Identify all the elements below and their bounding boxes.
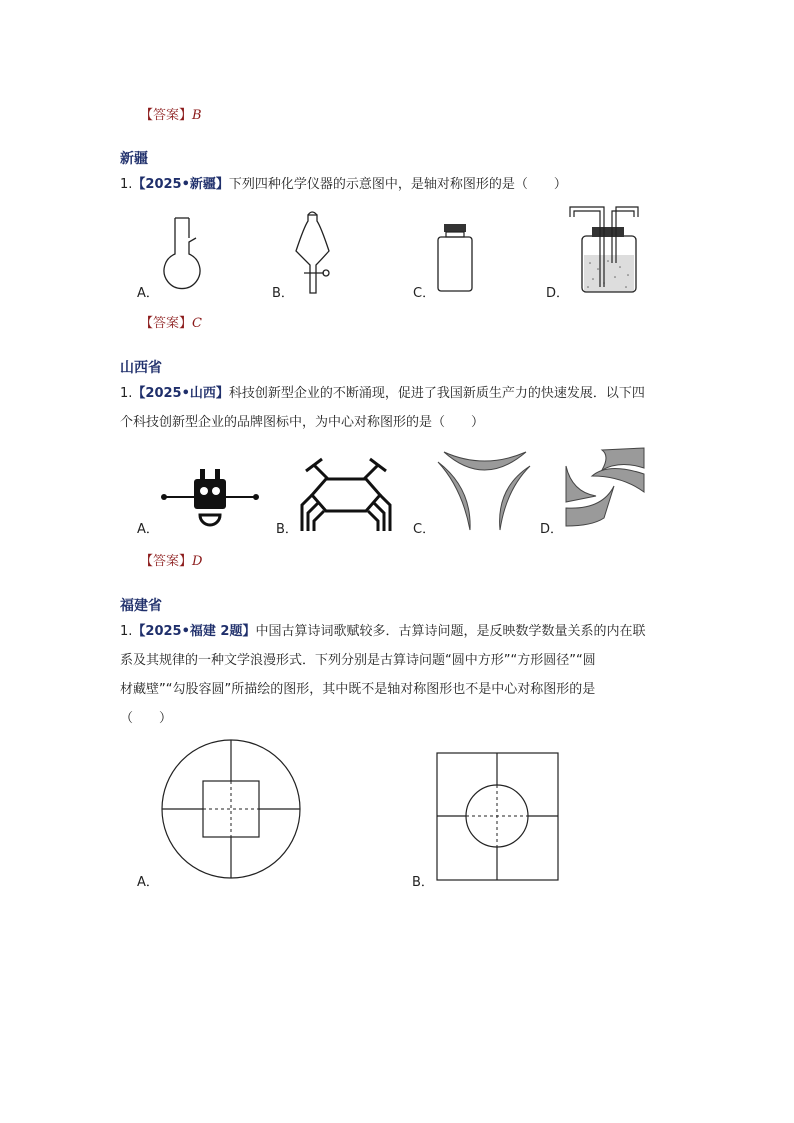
separatory-funnel-icon xyxy=(290,207,340,297)
question-text: 科技创新型企业的不断涌现，促进了我国新质生产力的快速发展．以下四 xyxy=(228,386,645,401)
question-xinjiang xyxy=(120,170,680,199)
robot-logo-icon xyxy=(160,467,260,531)
answer-label: 【答案】 xyxy=(140,108,193,123)
question-line-2: 个科技创新型企业的品牌图标中，为中心对称图形的是（ ） xyxy=(120,415,485,430)
triangle-arcs-logo-icon xyxy=(434,448,534,532)
option-c-label: C． xyxy=(413,286,436,301)
option-b-label: B． xyxy=(412,875,434,890)
question-shanxi xyxy=(120,379,690,437)
section-heading-xinjiang: 新疆 xyxy=(120,151,148,167)
question-number: 1. xyxy=(120,624,133,639)
answer-line xyxy=(140,550,202,569)
reagent-bottle-icon xyxy=(436,222,476,294)
option-a-label: A． xyxy=(137,875,159,890)
circle-in-square-icon xyxy=(436,752,560,882)
question-line-3: 材藏壁”“勾股容圆”所描绘的图形，其中既不是轴对称图形也不是中心对称图形的是 xyxy=(120,682,596,697)
round-bottom-flask-icon xyxy=(158,214,208,294)
question-number: 1. xyxy=(120,177,133,192)
section-heading-fujian: 福建省 xyxy=(120,598,162,614)
section-heading-shanxi: 山西省 xyxy=(120,360,162,376)
question-line-1 xyxy=(120,617,690,646)
answer-line xyxy=(140,312,202,331)
square-in-circle-icon xyxy=(160,738,302,880)
question-tag: 【2025•福建 2题】 xyxy=(132,624,256,639)
option-a-label: A． xyxy=(137,286,159,301)
answer-line xyxy=(140,104,202,123)
question-line-2: 系及其规律的一种文学浪漫形式．下列分别是古算诗问题“圆中方形”“方形圆径”“圆 xyxy=(120,653,596,668)
option-d-label: D． xyxy=(540,522,564,537)
question-text: 下列四种化学仪器的示意图中，是轴对称图形的是（ ） xyxy=(228,177,567,192)
option-a-label: A． xyxy=(137,522,159,537)
gas-washing-bottle-icon xyxy=(568,203,640,295)
question-text: 中国古算诗词歌赋较多．古算诗问题，是反映数学数量关系的内在联 xyxy=(255,624,646,639)
crab-logo-icon xyxy=(298,455,394,531)
answer-label: 【答案】 xyxy=(140,554,193,569)
option-c-label: C． xyxy=(413,522,436,537)
question-line-1 xyxy=(120,379,690,408)
question-fujian xyxy=(120,617,690,733)
answer-label: 【答案】 xyxy=(140,316,193,331)
swirl-logo-icon xyxy=(562,446,648,530)
answer-value: B xyxy=(192,108,202,123)
question-number: 1. xyxy=(120,386,133,401)
question-tag: 【2025•山西】 xyxy=(132,386,229,401)
question-line-4: （ ） xyxy=(120,711,173,726)
answer-value: C xyxy=(192,316,202,331)
answer-value: D xyxy=(192,554,203,569)
option-d-label: D． xyxy=(546,286,570,301)
option-b-label: B． xyxy=(272,286,294,301)
question-tag: 【2025•新疆】 xyxy=(132,177,229,192)
option-b-label: B． xyxy=(276,522,298,537)
